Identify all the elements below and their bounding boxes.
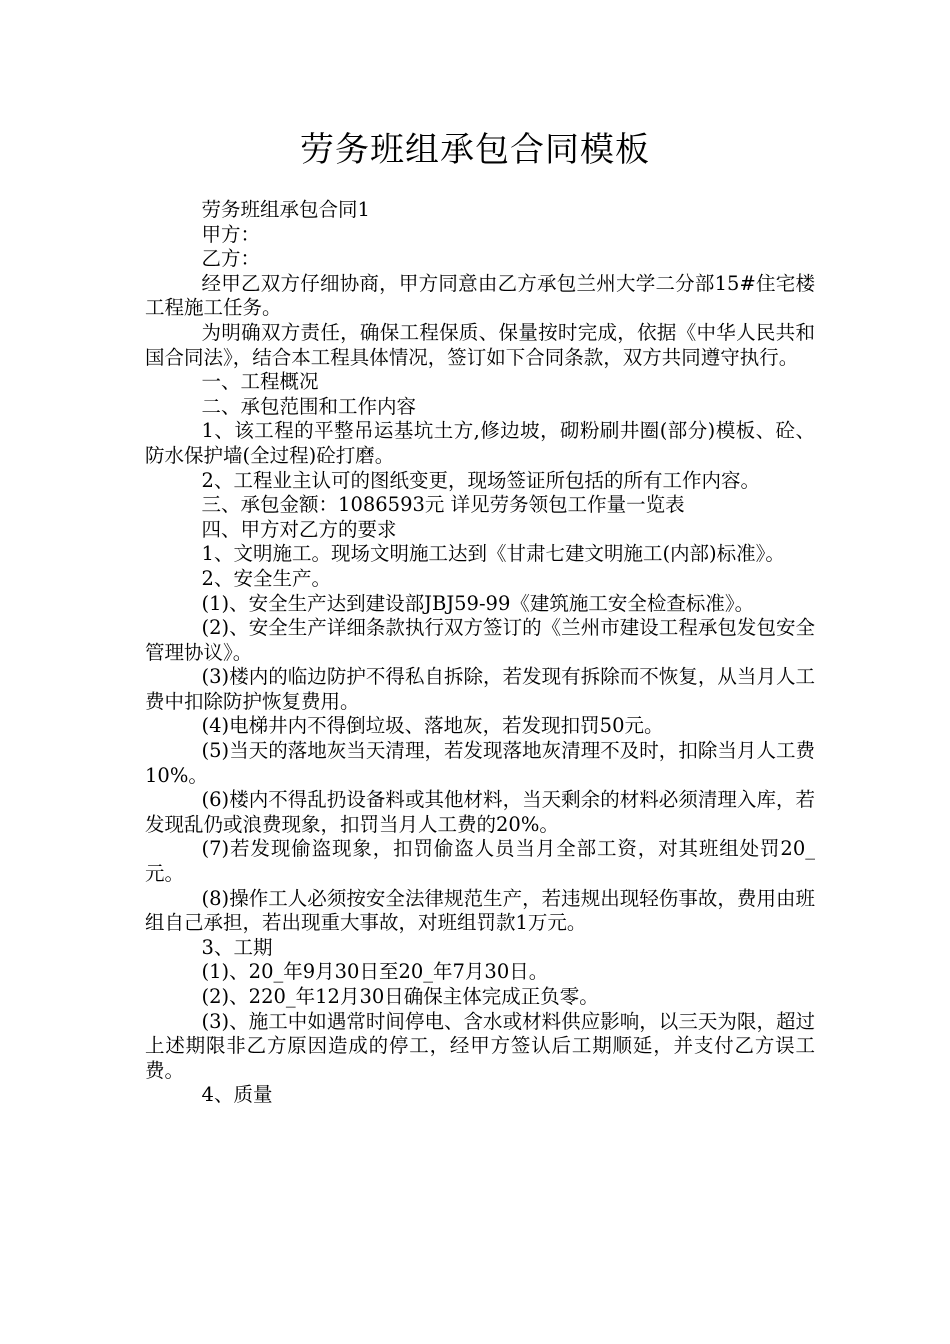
paragraph-safety-7: (7)若发现偷盗现象，扣罚偷盗人员当月全部工资，对其班组处罚20_元。 [145,837,815,886]
paragraph-quality-heading: 4、质量 [201,1083,273,1107]
document-body [145,198,815,1108]
paragraph-schedule-1: (1)、20_年9月30日至20_年7月30日。 [201,960,549,984]
section-heading-requirements: 四、甲方对乙方的要求 [201,517,397,541]
paragraph-scope-2: 2、工程业主认可的图纸变更，现场签证所包括的所有工作内容。 [201,468,760,492]
paragraph-party-b: 乙方： [201,247,261,271]
paragraph-schedule-2: (2)、220_年12月30日确保主体完成正负零。 [201,985,599,1008]
paragraph-party-a: 甲方： [201,222,261,246]
paragraph-heading-contract: 劳务班组承包合同1 [201,198,370,221]
paragraph-safety-5: (5)当天的落地灰当天清理，若发现落地灰清理不及时，扣除当月人工费10%。 [145,739,815,787]
paragraph-purpose: 为明确双方责任，确保工程保质、保量按时完成，依据《中华人民共和国合同法》，结合本工程具体情况，签订如下合同条款，双方共同遵守执行。 [145,320,815,369]
paragraph-safety-4: (4)电梯井内不得倒垃圾、落地灰，若发现扣罚50元。 [201,714,664,738]
section-heading-scope: 二、承包范围和工作内容 [201,394,417,418]
paragraph-schedule-heading: 3、工期 [201,935,273,959]
paragraph-safety-3: (3)楼内的临边防护不得私自拆除，若发现有拆除而不恢复，从当月人工费中扣除防护恢复费用。 [145,665,815,713]
paragraph-scope-1: 1、该工程的平整吊运基坑土方,修边坡，砌粉刷井圈(部分)模板、砼、防水保护墙(全过程)砼打磨。 [145,419,815,467]
paragraph-schedule-3: (3)、施工中如遇常时间停电、含水或材料供应影响，以三天为限，超过上述期限非乙方原因造成的停工，经甲方签认后工期顺延，并支付乙方误工费。 [145,1009,815,1082]
document-title: 劳务班组承包合同模板 [300,130,650,170]
section-heading-amount: 三、承包金额：1086593元 详见劳务领包工作量一览表 [201,493,685,517]
paragraph-safety-2: (2)、安全生产详细条款执行双方签订的《兰州市建设工程承包发包安全管理协议》。 [145,616,815,664]
paragraph-safety-6: (6)楼内不得乱扔设备料或其他材料，当天剩余的材料必须清理入库，若发现乱仍或浪费现象，扣罚当月人工费的20%。 [145,788,815,836]
paragraph-agreement: 经甲乙双方仔细协商，甲方同意由乙方承包兰州大学二分部15#住宅楼工程施工任务。 [145,271,815,320]
section-heading-overview: 一、工程概况 [201,370,319,394]
paragraph-safety-heading: 2、安全生产。 [201,566,331,590]
paragraph-civilized-construction: 1、文明施工。现场文明施工达到《甘肃七建文明施工(内部)标准》。 [201,542,785,566]
paragraph-safety-1: (1)、安全生产达到建设部JBJ59-99《建筑施工安全检查标准》。 [201,591,755,615]
paragraph-safety-8: (8)操作工人必须按安全法律规范生产，若违规出现轻伤事故，费用由班组自己承担，若出现重大事故，对班组罚款1万元。 [145,886,815,935]
